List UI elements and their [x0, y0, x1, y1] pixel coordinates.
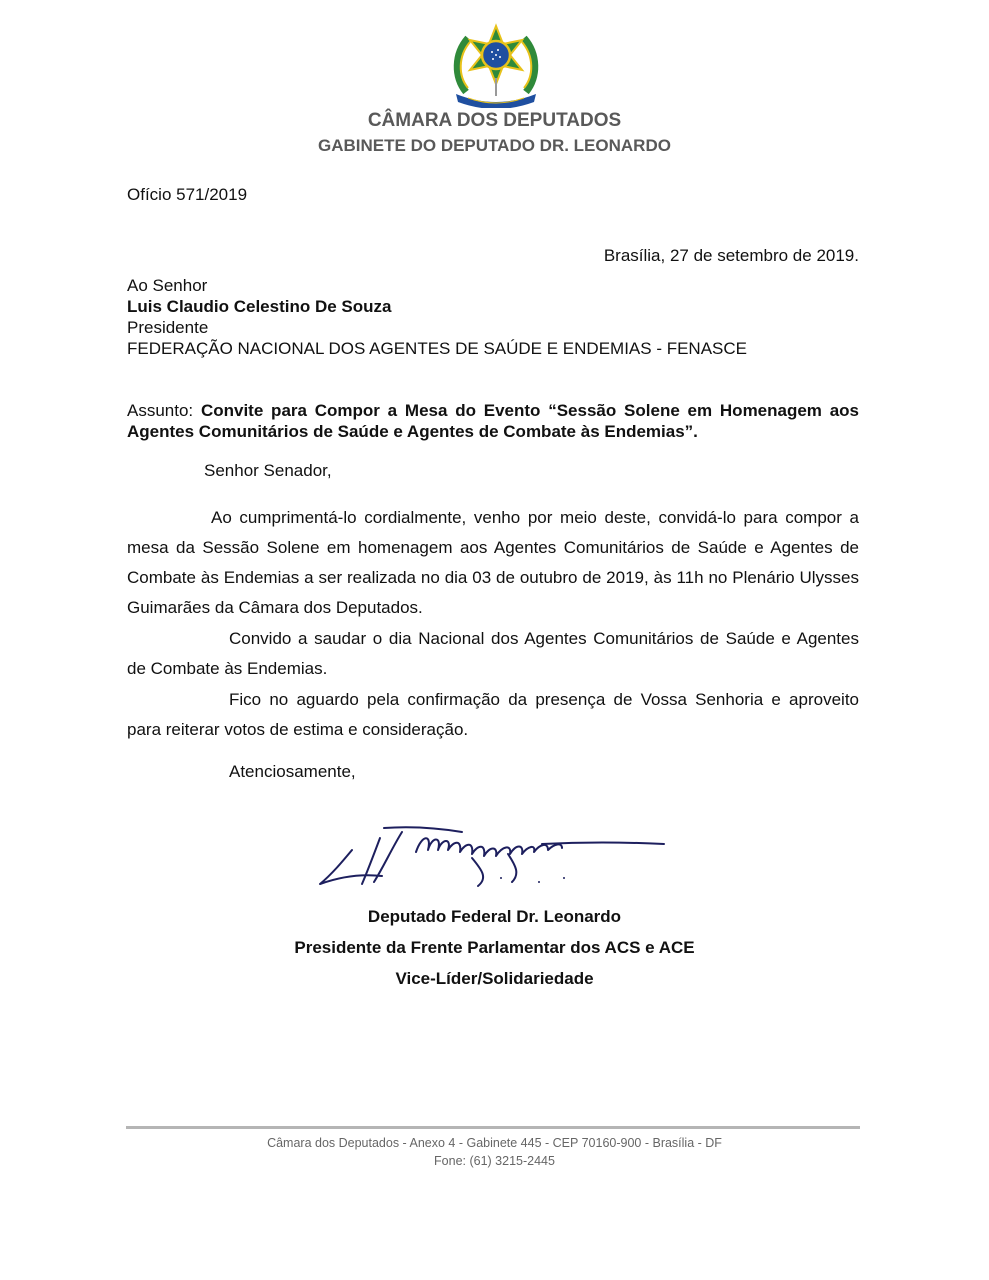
paragraph-3: Fico no aguardo pela confirmação da presença de Vossa Senhoria e aproveito para reiterar votos de estima e consideração.: [127, 690, 859, 739]
recipient-prefix: Ao Senhor: [127, 276, 208, 295]
recipient-title: Presidente: [127, 318, 209, 337]
letter-reference: Ofício 571/2019: [127, 185, 248, 204]
footer-phone: Fone: (61) 3215-2445: [434, 1154, 555, 1168]
paragraph-2: Convido a saudar o dia Nacional dos Agentes Comunitários de Saúde e Agentes de Combate às Endemias.: [127, 629, 859, 678]
footer-divider: [126, 1126, 860, 1129]
recipient-name: Luis Claudio Celestino De Souza: [127, 297, 392, 316]
subject-label: Assunto:: [127, 401, 201, 420]
greeting: Senhor Senador,: [204, 461, 332, 480]
subject: [127, 400, 859, 442]
footer-address: Câmara dos Deputados - Anexo 4 - Gabinete 445 - CEP 70160-900 - Brasília - DF: [267, 1136, 722, 1150]
signatory-role: Presidente da Frente Parlamentar dos ACS e ACE: [294, 938, 695, 957]
office-name: GABINETE DO DEPUTADO DR. LEONARDO: [318, 136, 671, 155]
brazil-coat-of-arms-icon: [446, 22, 546, 108]
subject-text: Convite para Compor a Mesa do Evento “Sessão Solene em Homenagem aos Agentes Comunitários de Saúde e Agentes de Combate às Endemias”.: [127, 401, 859, 441]
handwritten-signature: [312, 818, 672, 890]
recipient-organization: FEDERAÇÃO NACIONAL DOS AGENTES DE SAÚDE E ENDEMIAS - FENASCE: [127, 339, 747, 358]
closing: Atenciosamente,: [229, 762, 356, 781]
paragraph-1: Ao cumprimentá-lo cordialmente, venho por meio deste, convidá-lo para compor a mesa da Sessão Solene em homenagem aos Agentes Comunitários de Saúde e Agentes de Combate às Endemias a ser realizada no dia 03 de outubro de 2019, às 11h no Plenário Ulysses Guimarães da Câmara dos Deputados.: [127, 508, 859, 617]
date-line: Brasília, 27 de setembro de 2019.: [603, 246, 859, 265]
signatory-position: Vice-Líder/Solidariedade: [395, 969, 594, 988]
org-name: CÂMARA DOS DEPUTADOS: [367, 110, 622, 131]
signatory-name: Deputado Federal Dr. Leonardo: [367, 907, 622, 926]
